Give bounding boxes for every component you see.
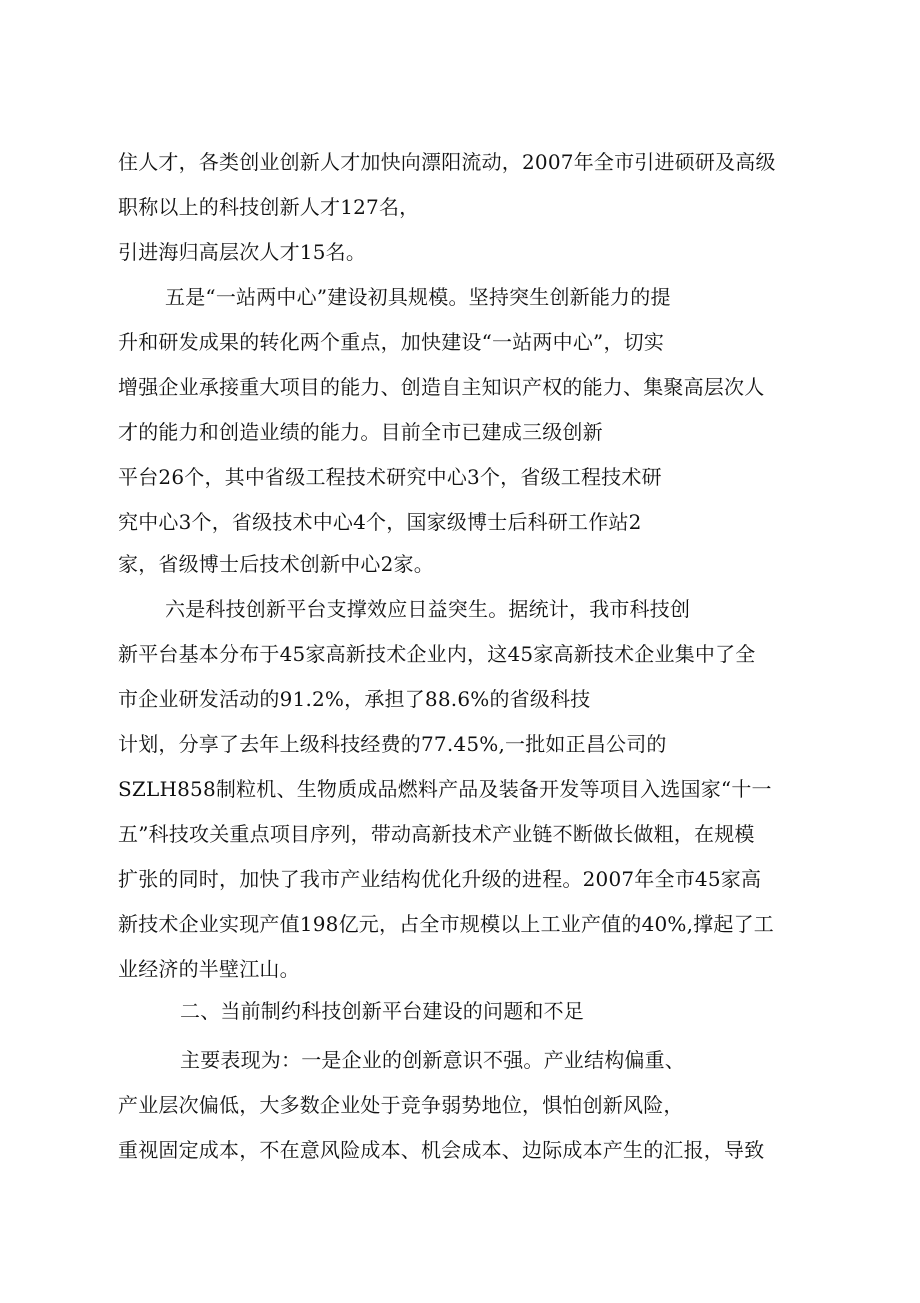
text-line: 引进海归高层次人才15名。: [118, 240, 367, 264]
text-line: 产业层次偏低，大多数企业处于竞争弱势地位，惧怕创新风险，: [118, 1093, 684, 1117]
text-line: 重视固定成本，不在意风险成本、机会成本、边际成本产生的汇报，导致: [118, 1138, 765, 1162]
paragraph-start-line: 五是“一站两中心”建设初具规模。坚持突生创新能力的提: [165, 285, 671, 309]
text-line: 职称以上的科技创新人才127名，: [118, 195, 420, 219]
text-line: 新技术企业实现产值198亿元，占全市规模以上工业产值的40%,撑起了工: [118, 912, 774, 936]
text-line: 市企业研发活动的91.2%，承担了88.6%的省级科技: [118, 687, 591, 711]
text-line: 究中心3个，省级技术中心4个，国家级博士后科研工作站2: [118, 510, 642, 534]
text-line: 新平台基本分布于45家高新技术企业内，这45家高新技术企业集中了全: [118, 642, 756, 666]
paragraph-start-line: 六是科技创新平台支撑效应日益突生。据统计，我市科技创: [165, 597, 691, 621]
paragraph-start-line: 主要表现为：一是企业的创新意识不强。产业结构偏重、: [180, 1048, 685, 1072]
text-line: 才的能力和创造业绩的能力。目前全市已建成三级创新: [118, 420, 603, 444]
text-line: 计划，分享了去年上级科技经费的77.45%,一批如正昌公司的: [118, 732, 667, 756]
text-line: 增强企业承接重大项目的能力、创造自主知识产权的能力、集聚高层次人: [118, 375, 765, 399]
section-heading: 二、当前制约科技创新平台建设的问题和不足: [180, 999, 584, 1023]
text-line: 平台26个，其中省级工程技术研究中心3个，省级工程技术研: [118, 465, 662, 489]
text-line: 升和研发成果的转化两个重点，加快建设“一站两中心”，切实: [118, 330, 665, 354]
text-line: 业经济的半壁江山。: [118, 957, 300, 981]
text-line: 家，省级博士后技术创新中心2家。: [118, 552, 434, 576]
text-line: SZLH858制粒机、生物质成品燃料产品及装备开发等项目入选国家“十一: [118, 777, 772, 801]
text-line: 五”科技攻关重点项目序列，带动高新技术产业链不断做长做粗，在规模: [118, 822, 755, 846]
text-line: 扩张的同时，加快了我市产业结构优化升级的进程。2007年全市45家高: [118, 867, 762, 891]
text-line: 住人才，各类创业创新人才加快向漂阳流动，2007年全市引进硕研及高级: [118, 150, 776, 174]
